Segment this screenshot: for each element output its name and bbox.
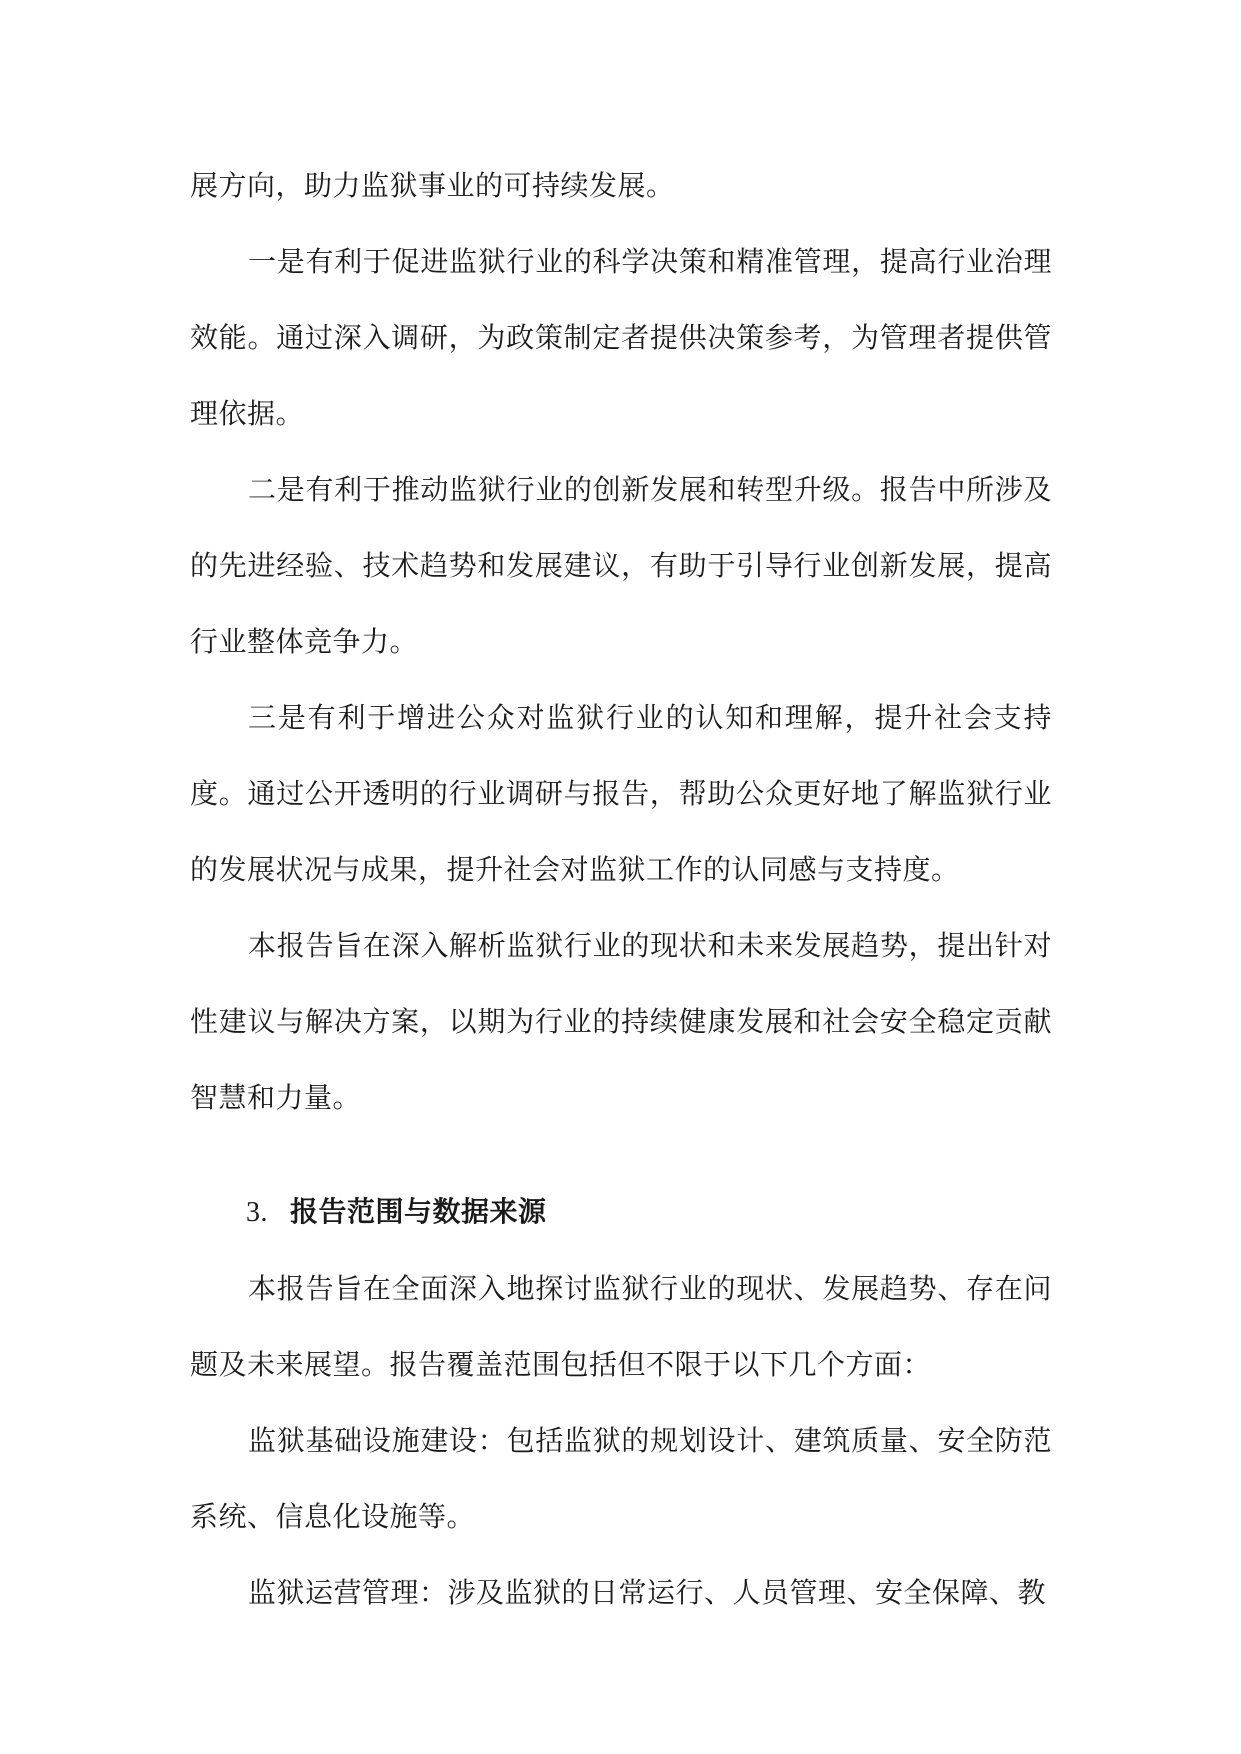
paragraph-scope-intro: 本报告旨在全面深入地探讨监狱行业的现状、发展趋势、存在问题及未来展望。报告覆盖范围包括但不限于以下几个方面：: [190, 1272, 1052, 1381]
paragraph-infrastructure: 监狱基础设施建设：包括监狱的规划设计、建筑质量、安全防范系统、信息化设施等。: [190, 1424, 1052, 1533]
paragraph-operations: 监狱运营管理：涉及监狱的日常运行、人员管理、安全保障、教: [248, 1576, 1047, 1609]
section-title: 报告范围与数据来源: [290, 1195, 547, 1228]
document-body: [190, 148, 1052, 1631]
section-heading: [190, 1174, 1052, 1251]
paragraph-point-one: 一是有利于促进监狱行业的科学决策和精准管理，提高行业治理效能。通过深入调研，为政策制定者提供决策参考，为管理者提供管理依据。: [190, 245, 1052, 430]
paragraph-continuation: 展方向，助力监狱事业的可持续发展。: [190, 169, 675, 202]
section-number: 3.: [246, 1197, 268, 1228]
paragraph-report-purpose: 本报告旨在深入解析监狱行业的现状和未来发展趋势，提出针对性建议与解决方案，以期为行业的持续健康发展和社会安全稳定贡献智慧和力量。: [190, 929, 1052, 1114]
paragraph-point-two: 二是有利于推动监狱行业的创新发展和转型升级。报告中所涉及的先进经验、技术趋势和发展建议，有助于引导行业创新发展，提高行业整体竞争力。: [190, 473, 1052, 658]
paragraph-point-three: 三是有利于增进公众对监狱行业的认知和理解，提升社会支持度。通过公开透明的行业调研与报告，帮助公众更好地了解监狱行业的发展状况与成果，提升社会对监狱工作的认同感与支持度。: [190, 701, 1052, 886]
